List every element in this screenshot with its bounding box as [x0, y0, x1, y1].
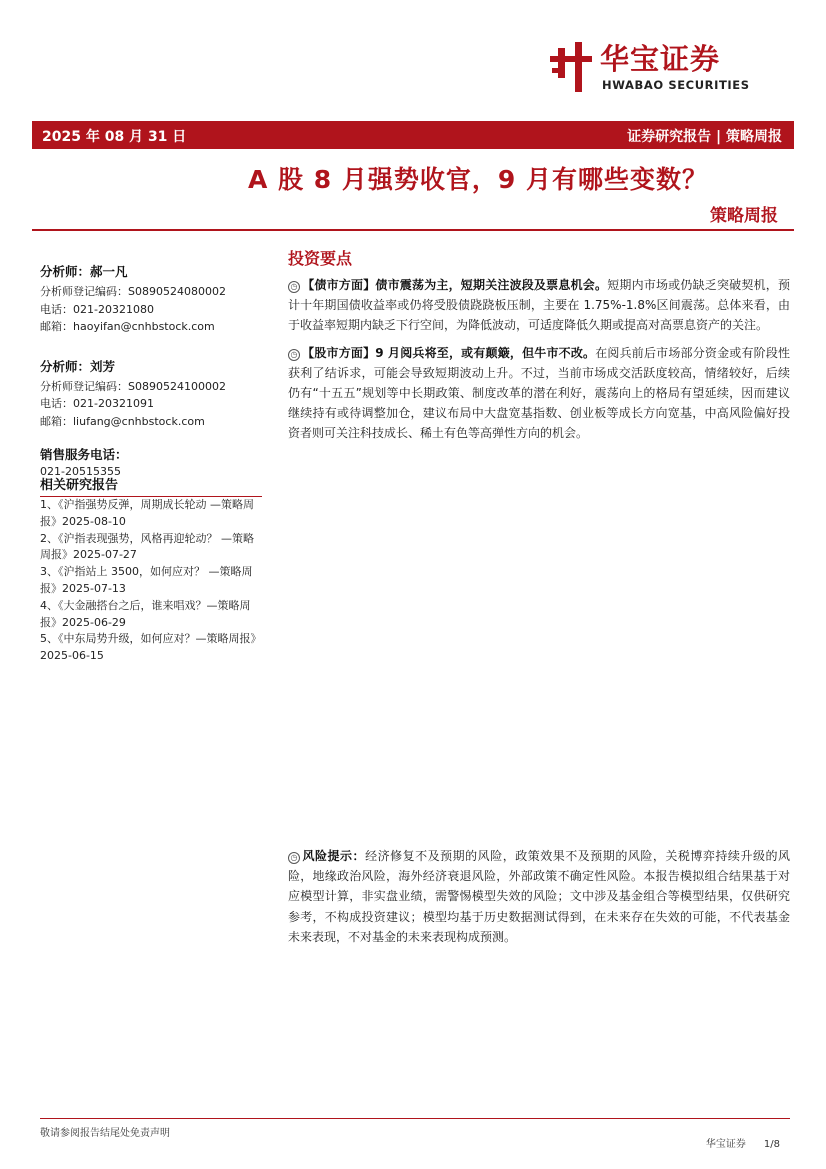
related-reports-heading: 相关研究报告 — [40, 474, 262, 497]
risk-lead: 风险提示： — [302, 849, 366, 863]
brand-name-en: HWABAO SECURITIES — [602, 78, 750, 92]
brand-logo — [548, 42, 778, 94]
analyst-card — [40, 357, 262, 431]
footer-disclaimer: 敬请参阅报告结尾处免责声明 — [40, 1128, 170, 1139]
analyst-email[interactable]: 邮箱：liufang@cnhbstock.com — [40, 414, 205, 428]
sales-phone: 021-20515355 — [40, 465, 121, 478]
paragraph-lead: 【债市方面】债市震荡为主，短期关注波段及票息机会。 — [302, 278, 608, 292]
footer-info — [688, 1135, 780, 1150]
analyst-email[interactable]: 邮箱：haoyifan@cnhbstock.com — [40, 320, 215, 333]
circle-bullet-icon: ◷ — [288, 852, 300, 864]
report-type: 证券研究报告 | 策略周报 — [627, 129, 782, 145]
related-reports-list — [40, 497, 262, 665]
paragraph-body: 在阅兵前后市场部分资金或有阶段性获利了结诉求，可能会导致短期波动上升。不过，当前市场成交活跃度较高，情绪较好，后续仍有“十五五”规划等中长期政策、制度改革的潜在利好，震荡向上的格局有望延续，因而建议继续持有或待调整加仓，建议布局中大盘宽基指数、创业板等成长方向宽基，中高风险偏好投资者则可关注科技成长、稀土有色等高弹性方向的机会。 — [288, 345, 790, 441]
related-report-link[interactable]: 2、《沪指表现强势，风格再迎轮动？ —策略周报》2025-07-27 — [40, 531, 254, 562]
related-report-link[interactable]: 5、《中东局势升级，如何应对？—策略周报》2025-06-15 — [40, 632, 262, 663]
analyst-phone: 电话：021-20321080 — [40, 302, 154, 316]
report-title: A 股 8 月强势收官，9 月有哪些变数？ — [248, 165, 708, 194]
circle-bullet-icon: ◷ — [288, 281, 300, 293]
analyst-card — [40, 262, 262, 336]
brand-name-cn: 华宝证券 — [600, 42, 721, 76]
related-report-link[interactable]: 4、《大金融搭台之后，谁来唱戏？—策略周报》2025-06-29 — [40, 598, 251, 629]
page-number: 1/8 — [763, 1139, 780, 1150]
analyst-reg: 分析师登记编码：S0890524100002 — [40, 379, 226, 393]
risk-body: 经济修复不及预期的风险，政策效果不及预期的风险，关税博弈持续升级的风险，地缘政治风险，海外经济衰退风险，外部政策不确定性风险。本报告模拟组合结果基于对应模型计算，非实盘业绩，需警惕模型失效的风险；文中涉及基金组合等模型结果，仅供研究参考，不构成投资建议；模型均基于历史数据测试得到，在未来存在失效的可能，不代表基金未来表现，不对基金的未来表现构成预测。 — [288, 849, 790, 944]
title-divider — [32, 229, 794, 231]
sales-label: 销售服务电话： — [40, 447, 128, 462]
header-bar — [32, 121, 794, 149]
analyst-name: 分析师：郝一凡 — [40, 264, 128, 279]
footer-divider — [40, 1118, 790, 1119]
analyst-phone: 电话：021-20321091 — [40, 397, 154, 410]
analyst-reg: 分析师登记编码：S0890524080002 — [40, 285, 226, 298]
related-report-link[interactable]: 1、《沪指强势反弹，周期成长轮动 —策略周报》2025-08-10 — [40, 498, 254, 528]
risk-warning — [288, 846, 790, 954]
paragraph-body: 短期内市场或仍缺乏突破契机，预计十年期国债收益率或仍将受股债跷跷板压制，主要在 1.75%-1.8%区间震荡。总体来看，由于收益率短期内缺乏下行空间，为降低波动，可适度降低久期或提高对高票息资产的关注。 — [288, 278, 790, 333]
hwabao-logo-icon — [548, 42, 594, 92]
highlight-paragraph — [288, 343, 790, 444]
investment-highlights-heading: 投资要点 — [288, 249, 353, 268]
highlight-paragraph — [288, 275, 790, 336]
report-subtitle: 策略周报 — [710, 206, 778, 226]
related-report-link[interactable]: 3、《沪指站上 3500，如何应对？ —策略周报》2025-07-13 — [40, 565, 253, 595]
analyst-name: 分析师：刘芳 — [40, 358, 116, 374]
main-content — [288, 246, 790, 451]
footer-company: 华宝证券 — [705, 1139, 746, 1150]
risk-paragraph — [288, 846, 790, 947]
paragraph-lead: 【股市方面】9 月阅兵将至，或有颠簸，但牛市不改。 — [302, 345, 596, 360]
circle-bullet-icon: ◷ — [288, 349, 300, 361]
report-date: 2025 年 08 月 31 日 — [42, 129, 187, 145]
sidebar — [40, 262, 262, 481]
